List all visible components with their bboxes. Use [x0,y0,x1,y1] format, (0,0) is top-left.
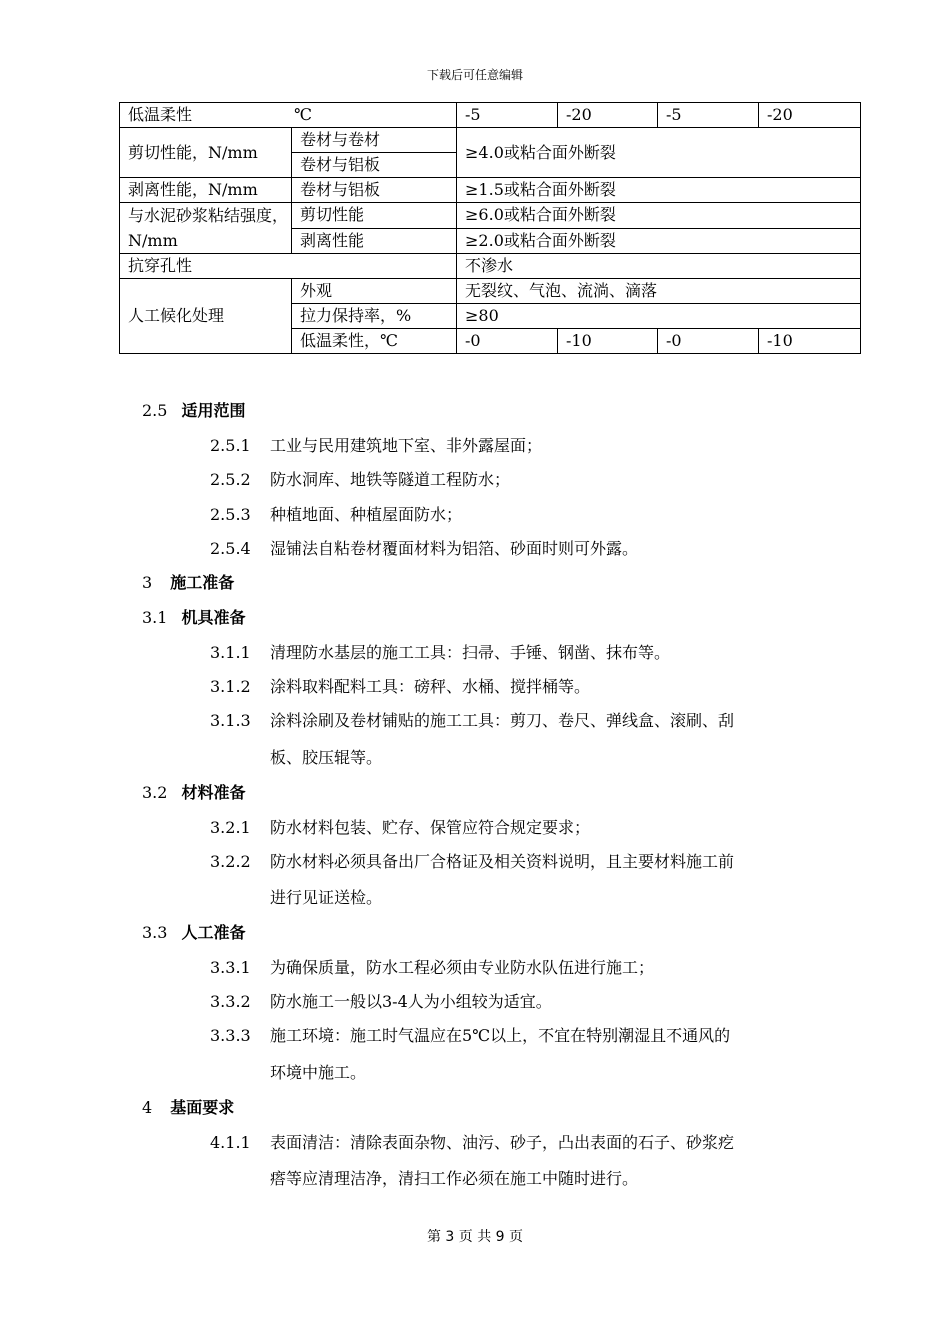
list-item: 3.1.2 涂料取料配料工具：磅秤、水桶、搅拌桶等。 [210,677,591,696]
low-temp-label: 低温柔性 ℃ [120,103,457,128]
table-row [120,203,861,229]
table-cell: -10 [558,329,658,354]
table-row [120,178,861,203]
table-cell: 卷材与卷材 [292,128,457,153]
list-item: 3.2.1 防水材料包装、贮存、保管应符合规定要求； [210,818,591,837]
table-cell: ≥2.0或粘合面外断裂 [457,228,861,254]
list-item: 2.5.2 防水洞库、地铁等隧道工程防水； [210,470,511,489]
list-item: 2.5.1 工业与民用建筑地下室、非外露屋面； [210,436,543,455]
spec-table [119,102,861,354]
section-heading-3-1: 3.1 机具准备 [142,608,246,627]
list-item: 3.1.3 涂料涂刷及卷材铺贴的施工工具：剪刀、卷尺、弹线盒、滚刷、刮 [210,711,735,730]
table-cell: 卷材与铝板 [292,153,457,178]
list-item: 3.3.3 施工环境：施工时气温应在5℃以上，不宜在特别潮湿且不通风的 [210,1026,731,1045]
puncture-label: 抗穿孔性 [120,254,457,279]
table-cell: -10 [759,329,861,354]
section-heading-2-5: 2.5 适用范围 [142,401,246,420]
puncture-value: 不渗水 [457,254,861,279]
list-item: 3.3.1 为确保质量，防水工程必须由专业防水队伍进行施工； [210,958,655,977]
table-row [120,103,861,128]
list-item: 2.5.4 湿铺法自粘卷材覆面材料为铝箔、砂面时则可外露。 [210,539,639,558]
list-item-continuation: 瘩等应清理洁净，清扫工作必须在施工中随时进行。 [270,1169,639,1188]
table-cell: 外观 [292,279,457,304]
peel-label: 剥离性能，N/mm [120,178,292,203]
low-temp-unit: ℃ [294,105,312,124]
table-row [120,128,861,153]
list-item-continuation: 进行见证送检。 [270,888,383,907]
table-row [120,279,861,304]
table-cell: -0 [457,329,558,354]
section-heading-3-2: 3.2 材料准备 [142,783,246,802]
table-cell: ≥6.0或粘合面外断裂 [457,203,861,229]
table-cell: 无裂纹、气泡、流淌、滴落 [457,279,861,304]
list-item: 2.5.3 种植地面、种植屋面防水； [210,505,463,524]
shear-label: 剪切性能，N/mm [120,128,292,178]
table-cell: 剥离性能 [292,228,457,254]
page-header: 下载后可任意编辑 [426,68,523,82]
list-item-continuation: 板、胶压辊等。 [270,748,383,767]
section-heading-3: 3 施工准备 [142,573,235,592]
list-item-continuation: 环境中施工。 [270,1063,367,1082]
table-cell: -5 [658,103,759,128]
table-cell: -20 [759,103,861,128]
table-cell: -0 [658,329,759,354]
shear-value: ≥4.0或粘合面外断裂 [457,128,861,178]
peel-value: ≥1.5或粘合面外断裂 [457,178,861,203]
list-item: 3.1.1 清理防水基层的施工工具：扫帚、手锤、钢凿、抹布等。 [210,643,671,662]
table-cell: 卷材与铝板 [292,178,457,203]
table-cell: 低温柔性，℃ [292,329,457,354]
table-cell: 剪切性能 [292,203,457,229]
mortar-label: 与水泥砂浆粘结强度，N/mm [120,203,292,254]
table-cell: ≥80 [457,304,861,329]
table-cell: 拉力保持率，% [292,304,457,329]
page-footer: 第 3 页 共 9 页 [426,1229,524,1245]
list-item: 4.1.1 表面清洁：清除表面杂物、油污、砂子，凸出表面的石子、砂浆疙 [210,1133,735,1152]
table-cell: -20 [558,103,658,128]
table-cell: -5 [457,103,558,128]
table-row [120,254,861,279]
section-heading-3-3: 3.3 人工准备 [142,923,246,942]
list-item: 3.2.2 防水材料必须具备出厂合格证及相关资料说明，且主要材料施工前 [210,852,735,871]
aging-label: 人工候化处理 [120,279,292,354]
list-item: 3.3.2 防水施工一般以3-4人为小组较为适宜。 [210,992,552,1011]
section-heading-4: 4 基面要求 [142,1098,235,1117]
